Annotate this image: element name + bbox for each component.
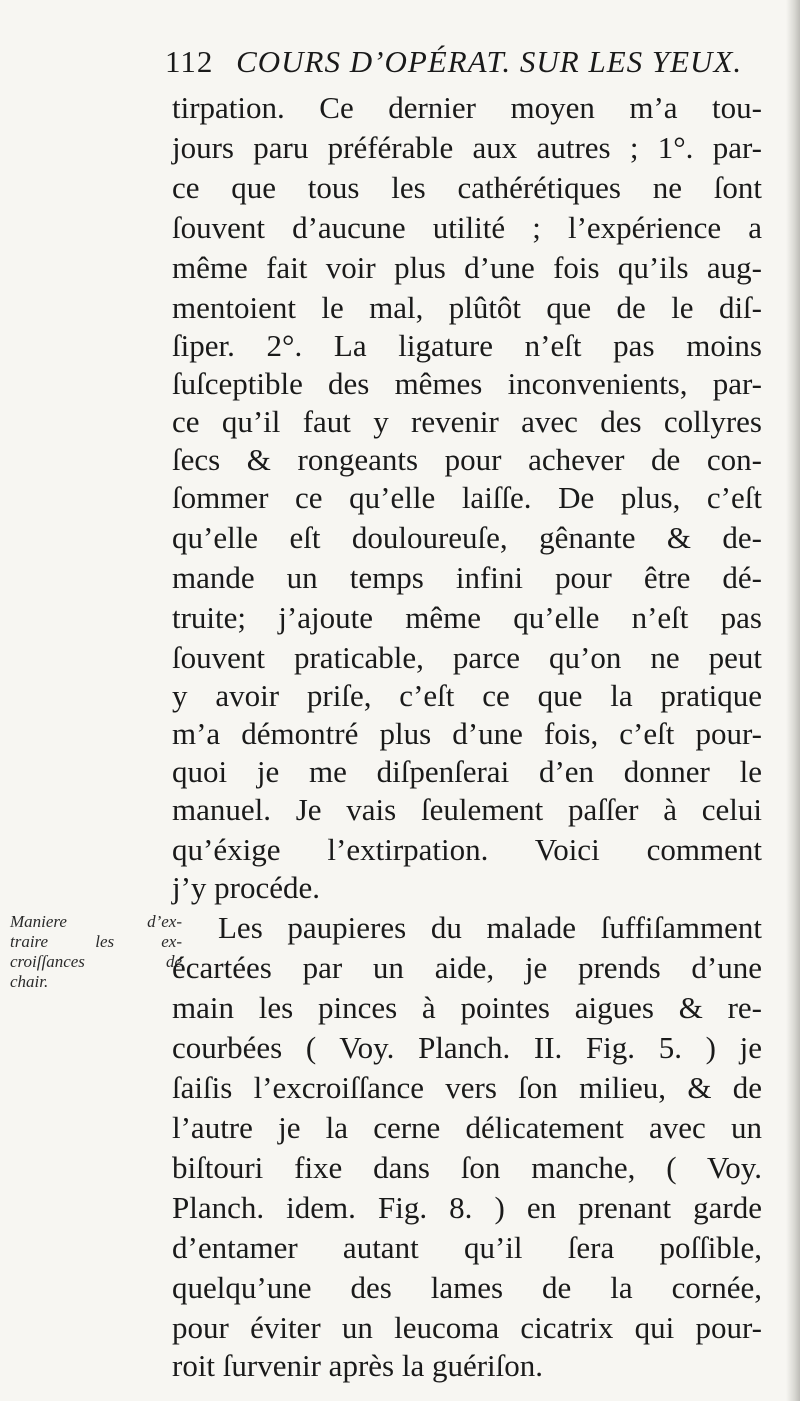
body-line: main les pinces à pointes aigues & re- — [172, 990, 762, 1025]
page-number: 112 — [165, 44, 214, 79]
body-line: l’autre je la cerne délicatement avec un — [172, 1110, 762, 1145]
body-line: jours paru préférable aux autres ; 1°. par- — [172, 130, 762, 165]
paragraph-start-line: Les paupieres du malade ſuffiſamment — [218, 910, 762, 945]
body-line: écartées par un aide, je prends d’une — [172, 950, 762, 985]
margin-note-line: chair. — [10, 972, 49, 991]
body-line: ſommer ce qu’elle laiſſe. De plus, c’eſt — [172, 480, 762, 515]
body-line: ce qu’il faut y revenir avec des collyres — [172, 404, 762, 439]
body-line: ſouvent praticable, parce qu’on ne peut — [172, 640, 762, 675]
body-line: tirpation. Ce dernier moyen m’a tou- — [172, 90, 762, 125]
running-header — [165, 44, 755, 88]
margin-note-line: traire les ex- — [10, 932, 182, 951]
body-line: qu’elle eſt douloureuſe, gênante & de- — [172, 520, 762, 555]
body-line: roit ſurvenir après la guériſon. — [172, 1348, 544, 1383]
body-line: quoi je me diſpenſerai d’en donner le — [172, 754, 762, 789]
body-line: ſecs & rongeants pour achever de con- — [172, 442, 762, 477]
body-line: ſaiſis l’excroiſſance vers ſon milieu, & de — [172, 1070, 762, 1105]
body-line: truite; j’ajoute même qu’elle n’eſt pas — [172, 600, 762, 635]
page-edge — [786, 0, 800, 1401]
body-line: pour éviter un leucoma cicatrix qui pour- — [172, 1310, 762, 1345]
body-line: quelqu’une des lames de la cornée, — [172, 1270, 762, 1305]
body-line: d’entamer autant qu’il ſera poſſible, — [172, 1230, 762, 1265]
running-title: COURS D’OPÉRAT. SUR LES YEUX. — [236, 44, 743, 79]
body-line: y avoir priſe, c’eſt ce que la pratique — [172, 678, 762, 713]
margin-note-line: croiſſances de — [10, 952, 182, 971]
body-line: biſtouri fixe dans ſon manche, ( Voy. — [172, 1150, 762, 1185]
body-line: ſouvent d’aucune utilité ; l’expérience a — [172, 210, 762, 245]
body-line: ſuſceptible des mêmes inconvenients, par- — [172, 366, 762, 401]
body-line: manuel. Je vais ſeulement paſſer à celui — [172, 792, 762, 827]
body-line: courbées ( Voy. Planch. II. Fig. 5. ) je — [172, 1030, 762, 1065]
body-line: mentoient le mal, plûtôt que de le diſ- — [172, 290, 762, 325]
margin-note-line: Maniere d’ex- — [10, 912, 182, 931]
body-line: Planch. idem. Fig. 8. ) en prenant garde — [172, 1190, 762, 1225]
body-line: mande un temps infini pour être dé- — [172, 560, 762, 595]
body-line: ſiper. 2°. La ligature n’eſt pas moins — [172, 328, 762, 363]
body-line: m’a démontré plus d’une fois, c’eſt pour- — [172, 716, 762, 751]
margin-note — [10, 912, 182, 992]
body-line: ce que tous les cathérétiques ne ſont — [172, 170, 762, 205]
body-line: qu’éxige l’extirpation. Voici comment — [172, 832, 762, 867]
body-line: j’y procéde. — [172, 870, 321, 905]
body-line: même fait voir plus d’une fois qu’ils aug- — [172, 250, 762, 285]
